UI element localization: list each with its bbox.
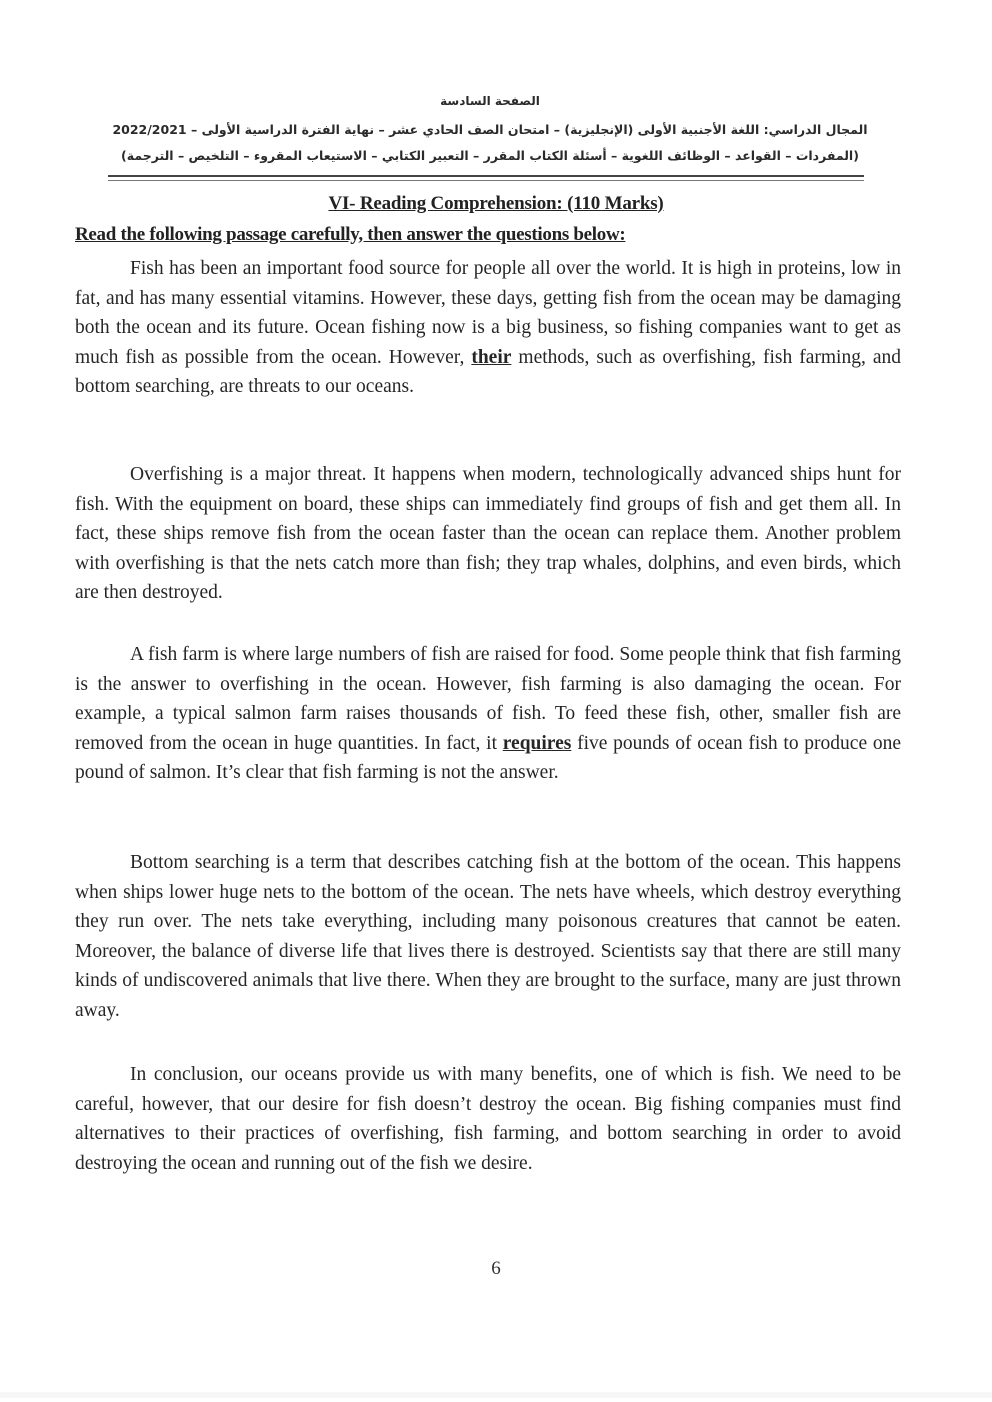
passage-paragraph-2: Overfishing is a major threat. It happens when modern, technologically advanced ships hunt for fish. With the equipment on board, these ships can immediately find groups of fish and get them all. In fact, these ships remove fish from the ocean faster than the ocean can replace them. Another problem with overfishing is that the nets catch more than fish; they trap whales, dolphins, and even birds, which are then destroyed.: [75, 464, 901, 603]
header-page-label: الصفحة السادسة: [440, 94, 540, 108]
passage-paragraph-1: [75, 254, 901, 402]
header-skills-line: (المفردات – القواعد – الوظائف اللغوية – أسئلة الكتاب المقرر – التعبير الكتابي – الاستيعاب المقروء – التلخيص – الترجمة): [121, 148, 859, 163]
header-subject-line: المجال الدراسي: اللغة الأجنبية الأولى (الإنجليزية) – امتحان الصف الحادي عشر – نهاية الفترة الدراسية الأولى – 2022/2021: [112, 122, 868, 137]
paragraph-text: A fish farm is where large numbers of fish are raised for food. Some people think that fish farming is the answer to overfishing in the ocean. However, fish farming is also damaging the ocean. For example, a typical salmon farm raises thousands of fish. To feed these fish, other, smaller fish are removed from the ocean in huge quantities. In fact, it: [75, 644, 901, 754]
section-title: VI- Reading Comprehension: (110 Marks): [328, 193, 664, 214]
paragraph-text: five pounds of ocean fish to produce one pound of salmon. It’s clear that fish farming is not the answer.: [75, 732, 901, 783]
paragraph-text: Fish has been an important food source for people all over the world. It is high in proteins, low in fat, and has many essential vitamins. However, these days, getting fish from the ocean may be damaging both the ocean and its future. Ocean fishing now is a big business, so fishing companies want to get as much fish as possible from the ocean. However,: [75, 258, 901, 368]
page-number: 6: [491, 1258, 501, 1279]
passage-paragraph-5: In conclusion, our oceans provide us with many benefits, one of which is fish. We need to be careful, however, that our desire for fish doesn’t destroy the ocean. Big fishing companies must find alternatives to their practices of overfishing, fish farming, and bottom searching in order to avoid destroying the ocean and running out of the fish we desire.: [75, 1064, 901, 1174]
header-divider: [108, 175, 864, 177]
passage-paragraph-4: Bottom searching is a term that describes catching fish at the bottom of the ocean. This happens when ships lower huge nets to the bottom of the ocean. The nets have wheels, which destroy everything they run over. The nets take everything, including many poisonous creatures that cannot be eaten. Moreover, the balance of diverse life that lives there is destroyed. Scientists say that there are still many kinds of undiscovered animals that live there. When they are brought to the surface, many are just thrown away.: [75, 852, 901, 1021]
highlighted-word-requires: requires: [502, 732, 572, 754]
header-divider-secondary: [108, 180, 864, 181]
scan-bottom-edge: [0, 1392, 992, 1398]
highlighted-word-their: their: [471, 346, 512, 368]
passage-paragraph-3: [75, 640, 901, 788]
instruction-text: Read the following passage carefully, then answer the questions below:: [75, 224, 626, 245]
paragraph-text: methods, such as overfishing, fish farming, and bottom searching, are threats to our oceans.: [75, 346, 902, 397]
